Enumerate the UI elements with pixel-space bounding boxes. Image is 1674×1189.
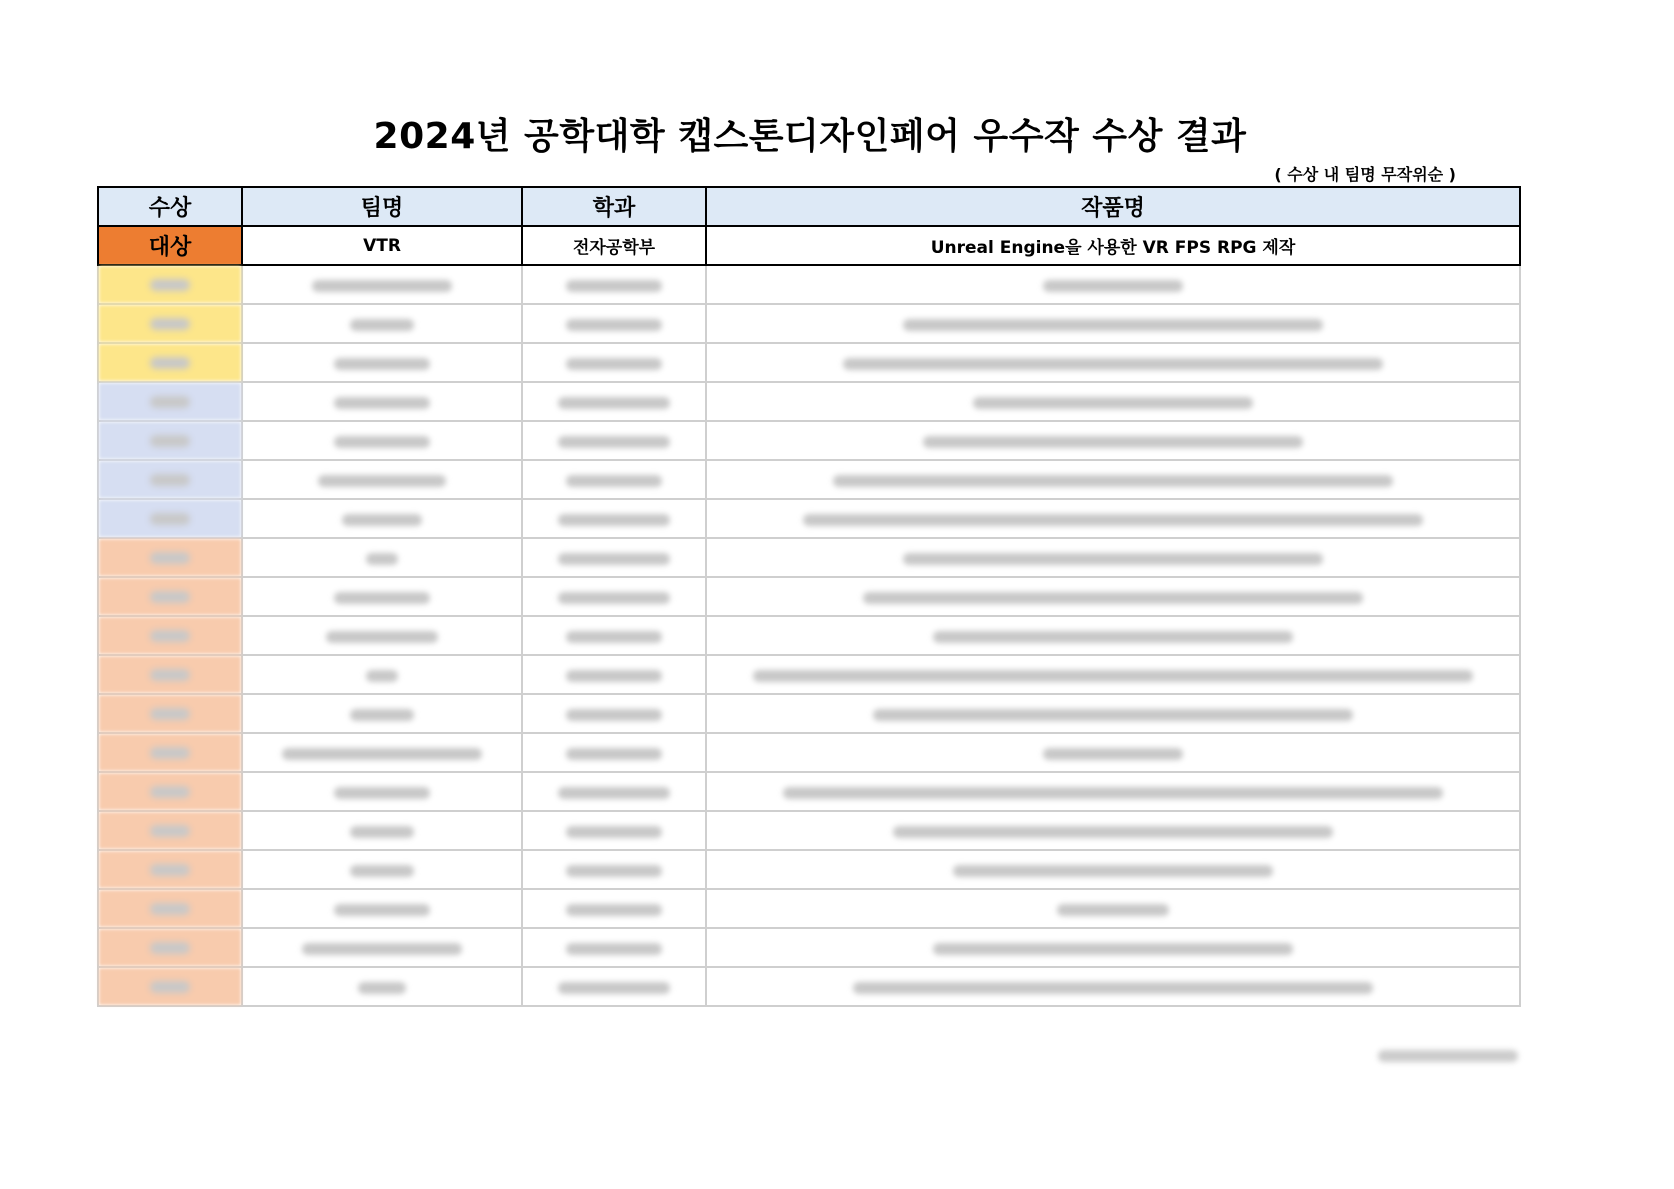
blurred-footnote bbox=[1378, 1050, 1518, 1062]
team-cell bbox=[242, 421, 522, 460]
dept-cell bbox=[522, 577, 706, 616]
work-cell bbox=[706, 811, 1520, 850]
award-cell bbox=[98, 850, 242, 889]
header-dept: 학과 bbox=[522, 187, 706, 226]
blurred-row bbox=[98, 850, 1520, 889]
dept-cell bbox=[522, 889, 706, 928]
page-title: 2024년 공학대학 캡스톤디자인페어 우수작 수상 결과 bbox=[373, 116, 1247, 157]
team-cell bbox=[242, 538, 522, 577]
work-cell bbox=[706, 616, 1520, 655]
team-cell bbox=[242, 811, 522, 850]
blurred-row bbox=[98, 304, 1520, 343]
team-cell bbox=[242, 733, 522, 772]
award-cell bbox=[98, 382, 242, 421]
award-cell bbox=[98, 499, 242, 538]
team-cell bbox=[242, 889, 522, 928]
work-cell: Unreal Engine을 사용한 VR FPS RPG 제작 bbox=[706, 226, 1520, 265]
award-cell bbox=[98, 694, 242, 733]
award-cell bbox=[98, 616, 242, 655]
table-row bbox=[98, 226, 1520, 265]
work-cell bbox=[706, 421, 1520, 460]
award-cell: 대상 bbox=[98, 226, 242, 265]
dept-cell bbox=[522, 460, 706, 499]
team-cell bbox=[242, 616, 522, 655]
dept-cell bbox=[522, 499, 706, 538]
team-cell bbox=[242, 499, 522, 538]
blurred-row bbox=[98, 655, 1520, 694]
work-cell bbox=[706, 265, 1520, 304]
work-cell bbox=[706, 889, 1520, 928]
table-header-row bbox=[98, 187, 1520, 226]
team-cell bbox=[242, 850, 522, 889]
award-cell bbox=[98, 928, 242, 967]
blurred-row bbox=[98, 538, 1520, 577]
header-team: 팀명 bbox=[242, 187, 522, 226]
blurred-row bbox=[98, 772, 1520, 811]
team-cell bbox=[242, 928, 522, 967]
work-cell bbox=[706, 733, 1520, 772]
dept-cell bbox=[522, 421, 706, 460]
team-cell bbox=[242, 343, 522, 382]
team-cell: VTR bbox=[242, 226, 522, 265]
dept-cell bbox=[522, 928, 706, 967]
team-cell bbox=[242, 460, 522, 499]
team-cell bbox=[242, 967, 522, 1006]
award-cell bbox=[98, 655, 242, 694]
dept-cell bbox=[522, 694, 706, 733]
team-cell bbox=[242, 577, 522, 616]
team-cell bbox=[242, 382, 522, 421]
dept-cell bbox=[522, 850, 706, 889]
work-cell bbox=[706, 499, 1520, 538]
work-cell bbox=[706, 772, 1520, 811]
blurred-row bbox=[98, 499, 1520, 538]
work-cell bbox=[706, 967, 1520, 1006]
dept-cell: 전자공학부 bbox=[522, 226, 706, 265]
blurred-row bbox=[98, 733, 1520, 772]
work-cell bbox=[706, 928, 1520, 967]
blurred-row bbox=[98, 421, 1520, 460]
dept-cell bbox=[522, 733, 706, 772]
award-cell bbox=[98, 811, 242, 850]
work-cell bbox=[706, 343, 1520, 382]
blurred-row bbox=[98, 265, 1520, 304]
award-cell bbox=[98, 343, 242, 382]
dept-cell bbox=[522, 616, 706, 655]
blurred-row bbox=[98, 343, 1520, 382]
dept-cell bbox=[522, 772, 706, 811]
dept-cell bbox=[522, 304, 706, 343]
work-cell bbox=[706, 538, 1520, 577]
award-cell bbox=[98, 577, 242, 616]
award-cell bbox=[98, 772, 242, 811]
team-cell bbox=[242, 265, 522, 304]
dept-cell bbox=[522, 343, 706, 382]
team-cell bbox=[242, 655, 522, 694]
work-cell bbox=[706, 382, 1520, 421]
work-cell bbox=[706, 304, 1520, 343]
header-award: 수상 bbox=[98, 187, 242, 226]
blurred-row bbox=[98, 889, 1520, 928]
team-cell bbox=[242, 772, 522, 811]
work-cell bbox=[706, 850, 1520, 889]
blurred-row bbox=[98, 382, 1520, 421]
award-cell bbox=[98, 967, 242, 1006]
dept-cell bbox=[522, 811, 706, 850]
blurred-row bbox=[98, 967, 1520, 1006]
blurred-row bbox=[98, 460, 1520, 499]
header-work: 작품명 bbox=[706, 187, 1520, 226]
dept-cell bbox=[522, 655, 706, 694]
blurred-row bbox=[98, 694, 1520, 733]
award-cell bbox=[98, 421, 242, 460]
award-cell bbox=[98, 538, 242, 577]
award-cell bbox=[98, 889, 242, 928]
awards-table bbox=[97, 186, 1521, 1007]
blurred-row bbox=[98, 616, 1520, 655]
dept-cell bbox=[522, 967, 706, 1006]
dept-cell bbox=[522, 265, 706, 304]
work-cell bbox=[706, 694, 1520, 733]
dept-cell bbox=[522, 538, 706, 577]
award-cell bbox=[98, 304, 242, 343]
award-cell bbox=[98, 460, 242, 499]
ordering-note: ( 수상 내 팀명 무작위순 ) bbox=[1274, 165, 1456, 184]
blurred-row bbox=[98, 928, 1520, 967]
blurred-row bbox=[98, 577, 1520, 616]
team-cell bbox=[242, 304, 522, 343]
blurred-row bbox=[98, 811, 1520, 850]
team-cell bbox=[242, 694, 522, 733]
dept-cell bbox=[522, 382, 706, 421]
work-cell bbox=[706, 655, 1520, 694]
award-cell bbox=[98, 733, 242, 772]
award-cell bbox=[98, 265, 242, 304]
work-cell bbox=[706, 577, 1520, 616]
work-cell bbox=[706, 460, 1520, 499]
